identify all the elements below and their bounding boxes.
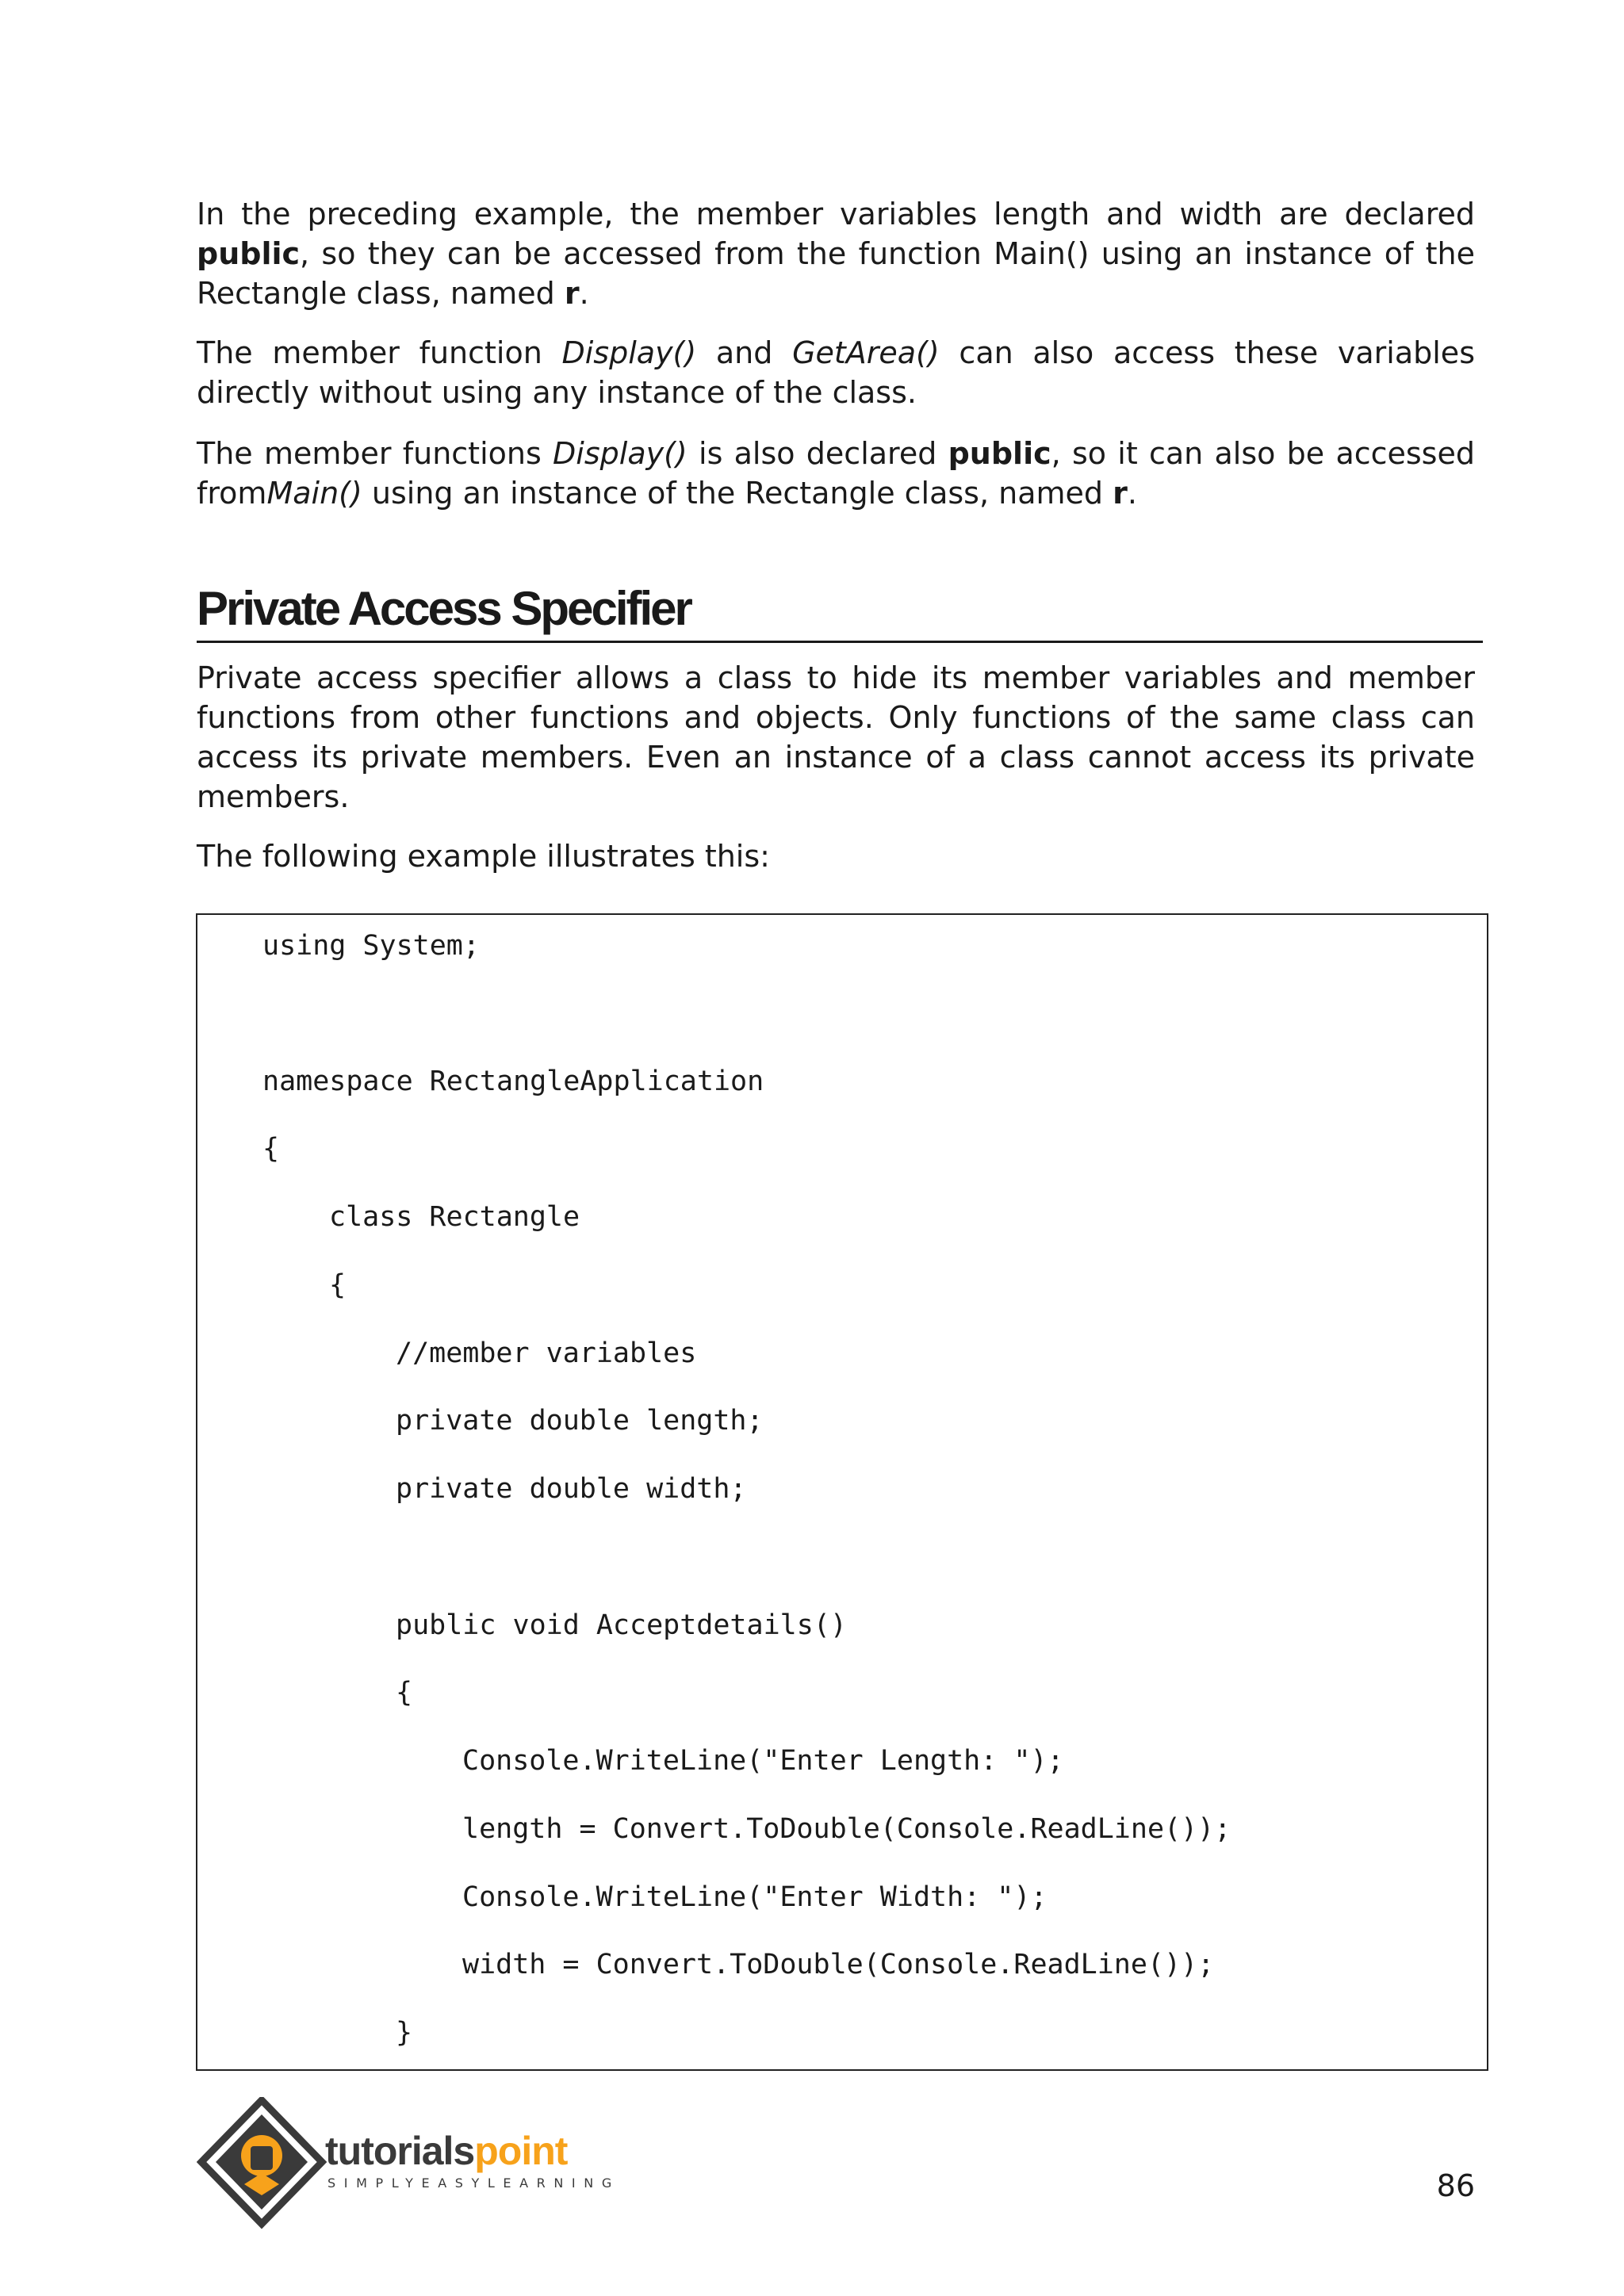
code-line: namespace RectangleApplication (262, 1066, 764, 1097)
text: . (1127, 476, 1137, 511)
code-line: { (396, 1677, 413, 1709)
paragraph-member-functions (197, 333, 1475, 412)
text: , so it can also be accessed from (197, 436, 1475, 511)
text: The member function (197, 335, 562, 370)
italic-function: Display() (561, 335, 697, 370)
paragraph-public-members (197, 194, 1475, 313)
svg-text:tutorialspoint (325, 2129, 569, 2173)
bold-keyword: public (948, 436, 1051, 471)
paragraph-display-public (197, 434, 1475, 513)
code-line: public void Acceptdetails() (396, 1609, 847, 1641)
code-line: class Rectangle (329, 1201, 580, 1233)
text: can also access these variables directly without using any instance of the class. (197, 335, 1475, 410)
code-line: private double width; (396, 1473, 747, 1505)
code-line: { (329, 1269, 347, 1301)
bold-keyword: public (197, 236, 301, 271)
code-line: Console.WriteLine("Enter Width: "); (462, 1881, 1048, 1913)
logo-word-tutorials: tutorials (325, 2129, 475, 2173)
italic-function: GetArea() (792, 335, 940, 370)
bold-keyword: r (564, 276, 580, 311)
text: In the preceding example, the member variables length and width are declared (197, 197, 1475, 232)
code-block (196, 913, 1488, 2071)
page-number: 86 (1436, 2168, 1475, 2203)
logo-tagline: SIMPLYEASYLEARNING (327, 2175, 620, 2191)
text: The member functions (197, 436, 553, 471)
tutorialspoint-logo (197, 2097, 641, 2232)
code-line: private double length; (396, 1405, 764, 1437)
code-line: Console.WriteLine("Enter Length: "); (462, 1745, 1064, 1777)
paragraph-example-intro: The following example illustrates this: (197, 839, 770, 874)
logo-word-point: point (474, 2129, 568, 2173)
text: . (579, 276, 589, 311)
paragraph-private-description: Private access specifier allows a class to hide its member variables and member functions from other functions and objects. Only functions of the same class can access its private members. Even an instance of a class cannot access its private members. (197, 660, 1475, 814)
text: and (696, 335, 793, 370)
italic-function: Display() (553, 436, 688, 471)
text: is also declared (687, 436, 948, 471)
code-line: } (396, 2017, 413, 2049)
code-line: //member variables (396, 1337, 697, 1369)
code-line: { (262, 1133, 280, 1165)
code-line: width = Convert.ToDouble(Console.ReadLine()); (462, 1949, 1215, 1980)
section-heading: Private Access Specifier (197, 577, 1483, 643)
bold-keyword: r (1113, 476, 1128, 511)
code-line: length = Convert.ToDouble(Console.ReadLine()); (462, 1813, 1231, 1845)
text: using an instance of the Rectangle class, named (362, 476, 1113, 511)
text: , so they can be accessed from the function Main() using an instance of the Rectangle class, named (197, 236, 1475, 311)
code-line: using System; (262, 930, 480, 962)
italic-function: Main() (266, 476, 362, 511)
logo-book-icon (251, 2146, 273, 2170)
